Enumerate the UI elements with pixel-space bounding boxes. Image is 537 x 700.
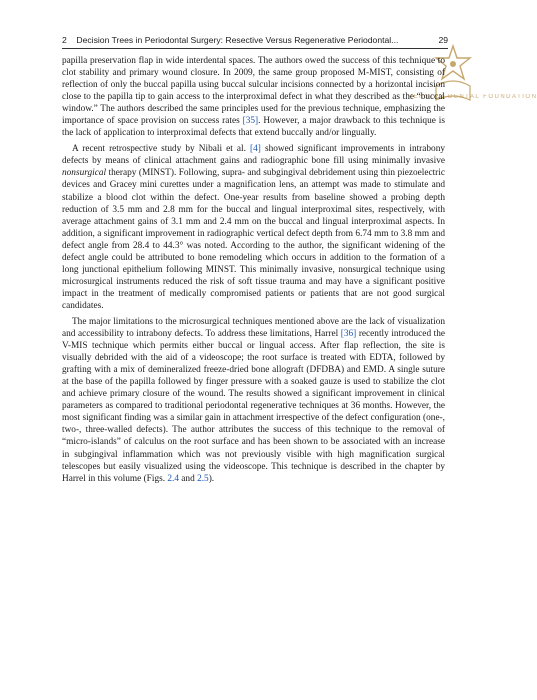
right-page-number: 29: [438, 35, 448, 45]
page-number: 2: [62, 35, 67, 45]
citation-link[interactable]: [35]: [242, 116, 259, 127]
citation-link[interactable]: [36]: [340, 329, 357, 340]
citation-link[interactable]: 2.4: [167, 473, 179, 484]
body-text: [62, 55, 445, 485]
italic-term: nonsurgical: [62, 168, 107, 179]
paragraph: [62, 316, 445, 485]
text-run: The major limitations to the microsurgical techniques mentioned above are the lack of visualization and accessibility to intrabony defects. To address these limitations, Harrel: [62, 316, 445, 340]
text-run: A recent retrospective study by Nibali et al.: [72, 144, 251, 155]
text-run: and: [178, 473, 198, 484]
watermark-text: PERSIAN DENTAL FOUNDATION: [408, 94, 537, 100]
header-rule: [62, 48, 448, 49]
text-run: therapy (MINST). Following, supra- and subgingival debridement using thin piezoelectric devices and Gracey mini curettes under a magnification lens, an attempt was made to stimulate and stabilize a blood clot within the defect. One-year results from baseline showed a probing depth reduction of 3.5 mm and 2.8 mm for the buccal and lingual interproximal sites, respectively, with average attachment gains of 3.1 mm and 2.4 mm on the buccal and lingual interproximal aspects. In addition, a significant improvement in radiographic vertical defect depth from 6.74 mm to 3.8 mm and defect angle from 28.4 to 44.3° was noted. According to the author, the significant widening of the defect angle could be attributed to bone remodeling which occurs in addition to the formation of a long junctional epithelium following MINST. This minimally invasive, nonsurgical technique using microsurgical instruments reduced the risk of soft tissue trauma and may have a significant positive impact in the treatment of medically compromised patients or patients that are not good surgical candidates.: [62, 168, 445, 311]
text-run: papilla preservation flap in wide interdental spaces. The authors owed the success of this technique to clot stability and primary wound closure. In 2009, the same group proposed M-MIST, consisting of reflection of only the buccal papilla using buccal sulcular incisions connected by a horizontal incision close to the papilla tip to gain access to the interproximal defect in what they described as the “buccal window.” The authors described the same principles used for the previous technique, emphasizing the importance of space provision on success rates: [62, 56, 445, 127]
text-run: . However, a major drawback to this technique is the lack of application to interproximal defects that extend buccally and/or lingually.: [62, 116, 445, 139]
paragraph: [62, 55, 445, 139]
text-run: ).: [208, 473, 215, 484]
text-run: recently introduced the V-MIS technique which permits either buccal or lingual access. After flap reflection, the site is visually debrided with the aid of a videoscope; the root surface is treated with EDTA, followed by grafting with a mix of demineralized freeze-dried bone allograft (DFDBA) and EMD. A single suture at the base of the papilla followed by finger pressure with a soaked gauze is used to stabilize the clot and achieve primary closure of the wound. The results showed a significant improvement in clinical parameters as compared to traditional periodontal regenerative techniques at 36 months. However, the most significant finding was a similar gain in attachment irrespective of the defect configuration (one-, two-, three-walled defects). The author attributes the success of this technique to the removal of “micro-islands” of calculus on the root surface and has been shown to be associated with an increase in subgingival inflammation which was not previously visible with high magnification surgical telescopes but easily visualized using the videoscope. This technique is described in the chapter by Harrel in this volume (Figs.: [62, 329, 445, 484]
paragraph: [62, 143, 445, 312]
text-run: showed significant improvements in intrabony defects by means of clinical attachment gains and radiographic bone fill using minimally invasive: [62, 144, 445, 167]
citation-link[interactable]: 2.5: [197, 473, 209, 484]
chapter-title: Decision Trees in Periodontal Surgery: Resective Versus Regenerative Periodontal...: [76, 35, 399, 45]
citation-link[interactable]: [4]: [250, 144, 261, 155]
running-header: [62, 35, 448, 45]
